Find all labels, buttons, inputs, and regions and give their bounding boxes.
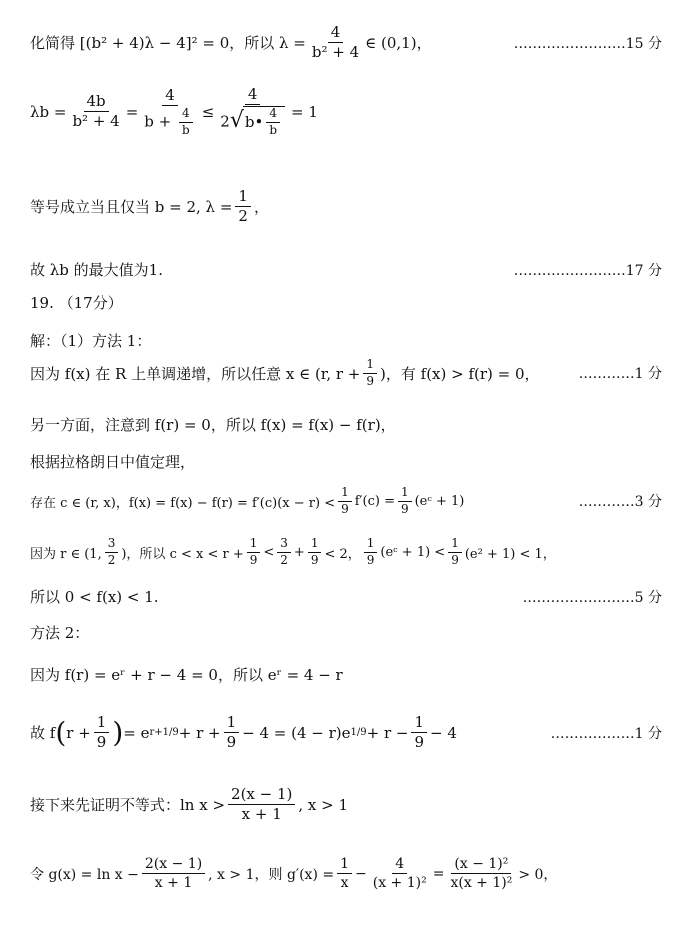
denominator: 9 xyxy=(341,501,349,516)
solution-line-11 xyxy=(30,537,662,568)
text: , x > 1，则 g′(x) = xyxy=(208,866,335,883)
fraction xyxy=(363,358,377,389)
text: 2 xyxy=(220,112,230,131)
text: − xyxy=(355,865,367,882)
numerator: 1 xyxy=(338,486,352,502)
text: (eᶜ + 1) xyxy=(414,493,465,509)
fraction xyxy=(69,93,122,131)
text: r + xyxy=(66,723,91,742)
numerator: 4 xyxy=(162,87,178,106)
solution-line-3 xyxy=(30,188,662,226)
numerator: 1 xyxy=(363,358,377,374)
denominator: 9 xyxy=(366,552,375,567)
fraction xyxy=(309,24,362,62)
text: + r + xyxy=(178,723,221,742)
denominator: b² + 4 xyxy=(311,43,360,62)
left-paren: ( xyxy=(55,715,67,749)
numerator: 2(x − 1) xyxy=(142,856,205,874)
fraction xyxy=(228,786,295,824)
fraction xyxy=(448,537,462,568)
solution-line-1 xyxy=(30,24,662,62)
text: 方法 2： xyxy=(30,624,90,642)
text: ≤ xyxy=(201,102,215,121)
fraction xyxy=(277,537,291,568)
denominator: 2 xyxy=(107,552,116,567)
denominator: b xyxy=(182,122,190,137)
numerator: 1 xyxy=(398,486,412,502)
solution-line-7 xyxy=(30,358,662,389)
text: ， xyxy=(253,198,269,217)
numerator: 1 xyxy=(364,537,378,553)
numerator: 1 xyxy=(308,537,322,553)
solution-heading xyxy=(30,330,662,351)
solution-line-8 xyxy=(30,414,662,435)
text: = xyxy=(432,865,445,882)
fraction xyxy=(141,87,198,138)
text: 故 λb 的最大值为1. xyxy=(30,261,163,279)
fraction xyxy=(338,486,352,517)
text: , x > 1 xyxy=(298,795,349,814)
solution-line-15 xyxy=(30,714,662,752)
score-marker: …………3 分 xyxy=(578,494,662,511)
denominator: (x + 1)² xyxy=(372,875,427,892)
exponent: 1/9 xyxy=(350,727,367,739)
text: 等号成立当且仅当 b = 2, λ = xyxy=(30,198,233,217)
numerator: 1 xyxy=(247,537,261,553)
numerator: (x − 1)² xyxy=(451,856,511,874)
denominator: 9 xyxy=(96,733,107,752)
fraction xyxy=(224,714,240,752)
denominator: 9 xyxy=(249,552,258,567)
text: 19. （17分） xyxy=(30,294,123,312)
numerator: 1 xyxy=(94,714,110,733)
numerator: 1 xyxy=(235,188,251,207)
text: 所以 0 < f(x) < 1. xyxy=(30,588,159,606)
fraction xyxy=(308,537,322,568)
sqrt-icon: √ xyxy=(229,107,244,133)
text: f′(c) = xyxy=(354,493,395,509)
score-marker: ……………………17 分 xyxy=(513,262,662,279)
text: )，有 f(x) > f(r) = 0， xyxy=(380,364,540,383)
solution-line-4 xyxy=(30,259,662,280)
problem-heading xyxy=(30,292,662,313)
text: λb = xyxy=(30,102,67,121)
fraction xyxy=(179,107,193,138)
denominator: x xyxy=(340,875,349,892)
numerator: 3 xyxy=(105,537,119,553)
text: 令 g(x) = ln x − xyxy=(30,866,139,883)
denominator: 9 xyxy=(310,552,319,567)
numerator: 1 xyxy=(411,714,427,733)
fraction xyxy=(447,856,515,891)
radicand xyxy=(243,106,285,138)
fraction xyxy=(142,856,205,891)
denominator xyxy=(217,105,288,138)
numerator: 4 xyxy=(245,86,261,105)
numerator: 1 xyxy=(448,537,462,553)
text: − 4 = (4 − r)e xyxy=(242,723,351,742)
text: 另一方面，注意到 f(r) = 0，所以 f(x) = f(x) − f(r)， xyxy=(30,416,396,434)
fraction xyxy=(105,537,119,568)
numerator: 1 xyxy=(224,714,240,733)
text: 存在 c ∈ (r, x)，f(x) = f(x) − f(r) = f′(c)(x − r) < xyxy=(30,495,336,511)
fraction xyxy=(94,714,110,752)
fraction xyxy=(337,856,352,891)
score-marker: ……………………5 分 xyxy=(522,589,662,606)
fraction xyxy=(364,537,378,568)
text: < 2， xyxy=(324,546,361,562)
numerator: 4 xyxy=(392,856,407,874)
right-paren: ) xyxy=(112,715,124,749)
denominator: 2 xyxy=(280,552,288,567)
fraction xyxy=(398,486,412,517)
fraction xyxy=(247,537,261,568)
denominator: 2 xyxy=(238,207,248,226)
text: 接下来先证明不等式：ln x > xyxy=(30,796,226,815)
text: = e xyxy=(123,723,150,742)
text: b• xyxy=(244,112,264,131)
text: + r − xyxy=(366,723,409,742)
text: 因为 f(r) = eʳ + r − 4 = 0，所以 eʳ = 4 − r xyxy=(30,666,343,684)
method-2-heading xyxy=(30,622,662,643)
fraction xyxy=(217,86,288,138)
text: 故 f xyxy=(30,724,56,743)
fraction xyxy=(235,188,251,226)
denominator xyxy=(141,106,198,138)
numerator: 4 xyxy=(266,107,280,123)
text: (e² + 1) < 1， xyxy=(464,546,556,562)
solution-line-2 xyxy=(30,86,662,138)
text: b + xyxy=(144,112,172,131)
solution-line-14 xyxy=(30,664,662,685)
fraction xyxy=(411,714,427,752)
numerator: 2(x − 1) xyxy=(228,786,295,805)
solution-line-12 xyxy=(30,586,662,607)
text: = xyxy=(125,102,139,121)
numerator: 4 xyxy=(179,107,193,123)
numerator: 4 xyxy=(328,24,344,43)
numerator: 4b xyxy=(84,93,109,112)
text: (eᶜ + 1) < xyxy=(380,544,446,560)
text: > 0， xyxy=(518,866,558,883)
text: 化简得 [(b² + 4)λ − 4]² = 0，所以 λ = xyxy=(30,34,306,53)
score-marker: ……………………15 分 xyxy=(513,35,662,52)
text: < xyxy=(263,544,275,560)
denominator: x + 1 xyxy=(241,805,282,824)
denominator: x(x + 1)² xyxy=(450,875,513,892)
numerator: 3 xyxy=(277,537,291,553)
score-marker: ………………1 分 xyxy=(550,725,662,742)
text: 因为 r ∈ (1, xyxy=(30,546,102,562)
solution-line-16 xyxy=(30,786,662,824)
fraction xyxy=(370,856,430,891)
denominator: 9 xyxy=(366,373,375,388)
numerator: 1 xyxy=(337,856,352,874)
text: 解：（1）方法 1： xyxy=(30,332,152,350)
text: + xyxy=(293,544,305,560)
denominator: 9 xyxy=(400,501,409,516)
denominator: 9 xyxy=(451,552,459,567)
denominator: x + 1 xyxy=(154,875,193,892)
text: )，所以 c < x < r + xyxy=(121,546,244,562)
solution-line-17 xyxy=(30,856,662,891)
fraction xyxy=(266,107,280,138)
solution-line-10 xyxy=(30,486,662,517)
denominator: 9 xyxy=(226,733,237,752)
solution-line-9 xyxy=(30,451,662,472)
text: − 4 xyxy=(430,723,457,742)
denominator: b² + 4 xyxy=(72,112,120,131)
text: = 1 xyxy=(291,102,318,121)
text: ∈ (0,1)， xyxy=(365,34,432,53)
score-marker: …………1 分 xyxy=(578,366,662,383)
text: 因为 f(x) 在 R 上单调递增，所以任意 x ∈ (r, r + xyxy=(30,364,361,383)
exponent: r+1/9 xyxy=(149,727,179,739)
denominator: b xyxy=(269,123,278,138)
text: 根据拉格朗日中值定理， xyxy=(30,453,196,471)
denominator: 9 xyxy=(414,733,425,752)
